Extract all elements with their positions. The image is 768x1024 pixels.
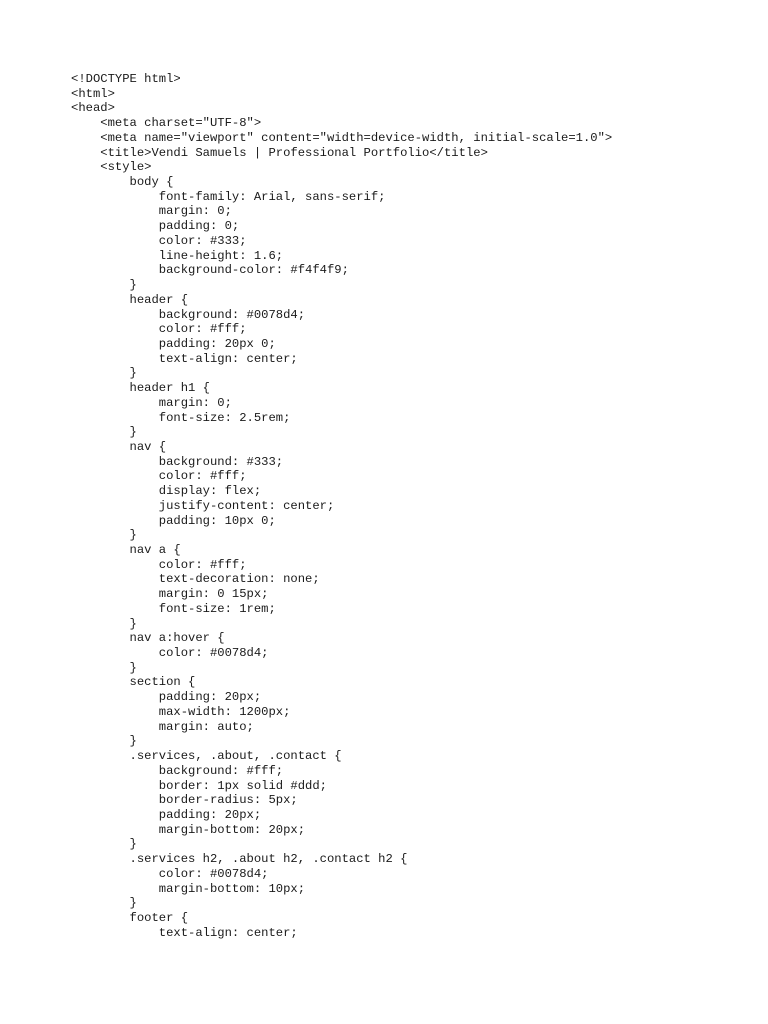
code-line: footer { — [71, 910, 189, 925]
code-line: <title>Vendi Samuels | Professional Portfolio</title> — [71, 145, 488, 160]
code-line: } — [71, 660, 137, 675]
code-line: padding: 20px; — [71, 690, 262, 705]
code-line: line-height: 1.6; — [71, 248, 284, 263]
code-line: color: #0078d4; — [71, 866, 269, 881]
code-line: max-width: 1200px; — [71, 704, 291, 719]
code-line: font-size: 2.5rem; — [71, 410, 291, 425]
code-line: <head> — [71, 101, 115, 116]
code-line: color: #fff; — [71, 557, 247, 572]
code-line: margin: auto; — [71, 719, 254, 734]
code-line: <meta name="viewport" content="width=device-width, initial-scale=1.0"> — [71, 130, 613, 145]
code-line: background-color: #f4f4f9; — [71, 263, 349, 278]
code-line: display: flex; — [71, 484, 262, 499]
code-line: margin: 0 15px; — [71, 587, 269, 602]
code-line: .services, .about, .contact { — [71, 749, 342, 764]
code-listing — [71, 72, 612, 940]
code-line: justify-content: center; — [71, 498, 335, 513]
code-line: background: #0078d4; — [71, 307, 306, 322]
code-line: nav a { — [71, 543, 181, 557]
code-line: margin: 0; — [71, 204, 232, 219]
code-line: color: #333; — [71, 233, 247, 248]
code-line: margin-bottom: 20px; — [71, 822, 306, 837]
code-line: padding: 0; — [71, 219, 240, 234]
code-line: header h1 { — [71, 381, 210, 396]
code-line: text-decoration: none; — [71, 572, 320, 587]
code-line: } — [71, 528, 137, 543]
code-line: padding: 10px 0; — [71, 513, 276, 528]
code-line: } — [71, 837, 137, 852]
code-line: section { — [71, 675, 196, 690]
code-line: nav { — [71, 439, 167, 454]
code-line: body { — [71, 175, 174, 190]
code-line: border: 1px solid #ddd; — [71, 778, 327, 793]
code-line: color: #fff; — [71, 469, 247, 484]
code-line: padding: 20px; — [71, 807, 262, 822]
code-line: } — [71, 425, 137, 440]
code-line: } — [71, 278, 137, 293]
code-line: padding: 20px 0; — [71, 336, 276, 351]
code-line: <html> — [71, 86, 115, 101]
code-line: header { — [71, 292, 189, 307]
code-line: text-align: center; — [71, 925, 298, 940]
code-line: <meta charset="UTF-8"> — [71, 116, 262, 131]
code-line: margin-bottom: 10px; — [71, 881, 306, 896]
code-line: margin: 0; — [71, 395, 232, 410]
code-line: <!DOCTYPE html> — [71, 72, 181, 86]
code-line: } — [71, 896, 137, 911]
code-line: } — [71, 734, 137, 749]
code-line: <style> — [71, 160, 152, 175]
code-line: font-family: Arial, sans-serif; — [71, 189, 386, 204]
code-line: border-radius: 5px; — [71, 793, 298, 808]
code-line: .services h2, .about h2, .contact h2 { — [71, 852, 408, 867]
code-line: } — [71, 366, 137, 381]
code-line: color: #fff; — [71, 322, 247, 337]
code-line: background: #fff; — [71, 763, 284, 778]
code-line: } — [71, 616, 137, 631]
code-line: background: #333; — [71, 454, 284, 469]
code-line: nav a:hover { — [71, 631, 225, 646]
code-line: text-align: center; — [71, 351, 298, 366]
code-line: font-size: 1rem; — [71, 601, 276, 616]
code-line: color: #0078d4; — [71, 646, 269, 661]
